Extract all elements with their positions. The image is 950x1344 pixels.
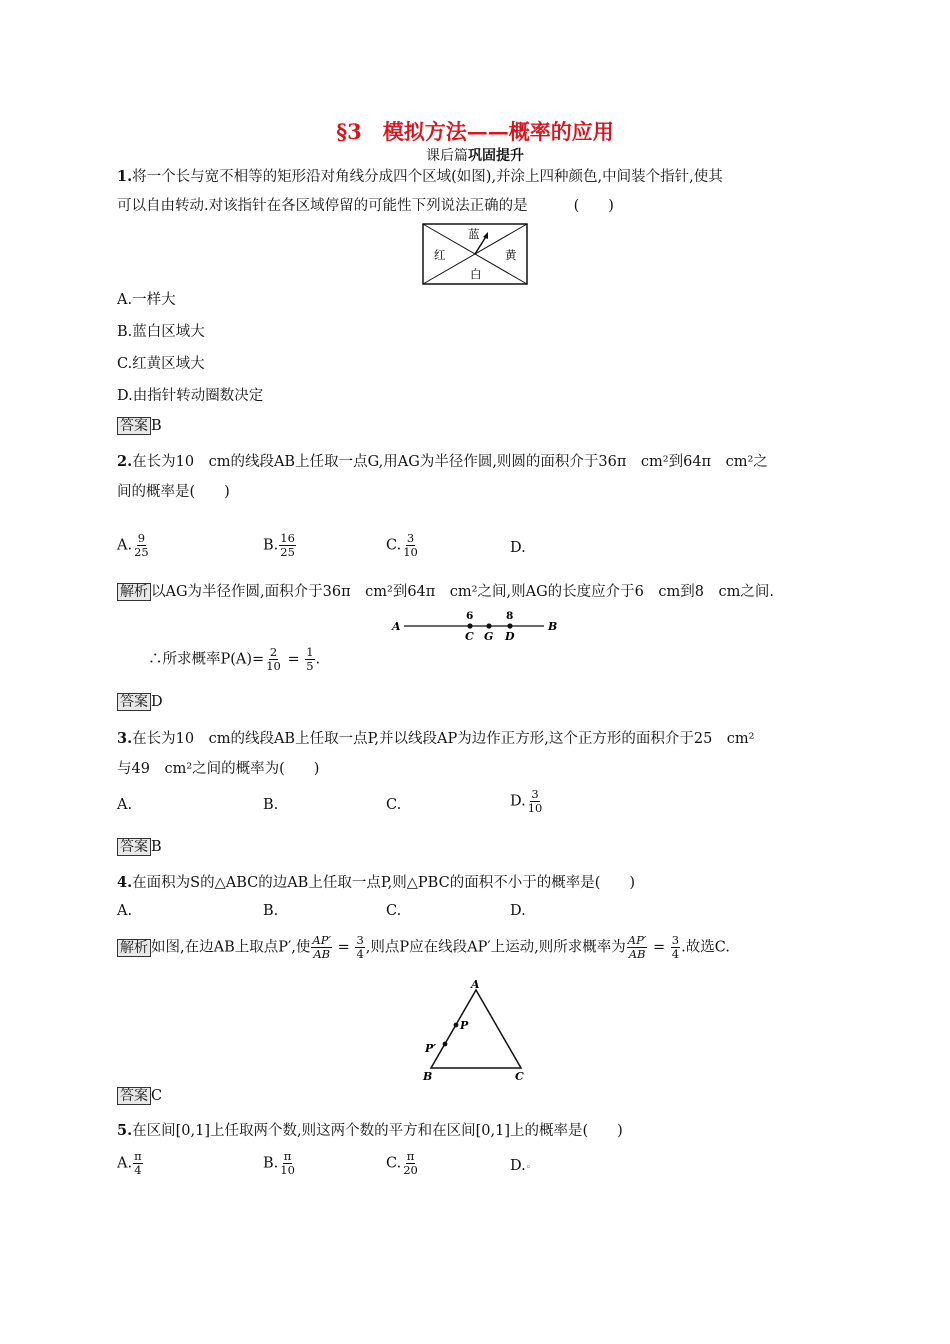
q3-answer: 答案 B	[117, 836, 162, 856]
q1-rectangle-figure	[422, 223, 528, 286]
q1-line2: 可以自由转动.对该指针在各区域停留的可能性下列说法正确的是 ( )	[117, 198, 614, 214]
q1-fig-right: 黄	[505, 248, 517, 262]
q2-fig-g: G	[484, 630, 494, 643]
q3-option-a: A.	[117, 797, 133, 813]
q5-option-c: C. $\frac{\pi}{20}$	[386, 1149, 418, 1177]
q4-triangle-figure	[418, 976, 534, 1084]
q1-option-d: D.由指针转动圈数决定	[117, 388, 264, 404]
q4-option-a: A.	[117, 903, 133, 919]
q4-option-d: D.	[510, 903, 526, 919]
q1-answer: 答案 B	[117, 415, 162, 435]
q1-fig-left: 红	[434, 248, 446, 262]
q2-fig-d: D	[505, 630, 515, 643]
q1-option-b: B.蓝白区域大	[117, 324, 205, 340]
q2-fig-eight: 8	[506, 610, 514, 622]
q2-option-c: C. $\frac{3}{10}$	[386, 531, 418, 559]
q2-fig-a: A	[392, 620, 401, 633]
q3-line2: 与49 cm²之间的概率为( )	[117, 761, 320, 777]
q2-line1: 2.在长为10 cm的线段AB上任取一点G,用AG为半径作圆,则圆的面积介于36π cm²到64π cm²之	[117, 453, 768, 470]
q3-line1: 3.在长为10 cm的线段AB上任取一点P,并以线段AP为边作正方形,这个正方形的面积介于25 cm²	[117, 730, 755, 747]
q4-line1: 4.在面积为S的△ABC的边AB上任取一点P,则△PBC的面积不小于的概率是( )	[117, 874, 636, 891]
q3-option-c: C.	[386, 797, 402, 813]
q5-line1: 5.在区间[0,1]上任取两个数,则这两个数的平方和在区间[0,1]上的概率是( )	[117, 1122, 623, 1139]
q4-fig-p-prime: P′	[425, 1042, 437, 1055]
q2-fig-six: 6	[466, 610, 474, 622]
q4-fig-p: P	[460, 1019, 469, 1032]
q1-option-a: A.一样大	[117, 292, 176, 308]
q2-option-d: D.	[510, 540, 526, 556]
q4-option-c: C.	[386, 903, 402, 919]
page-subtitle: 课后篇巩固提升	[426, 148, 524, 164]
q4-answer: 答案 C	[117, 1085, 162, 1105]
q1-line1: 1.将一个长与宽不相等的矩形沿对角线分成四个区域(如图),并涂上四种颜色,中间装个指针,使其	[117, 168, 723, 185]
q2-analysis: 解析 以AG为半径作圆,面积介于36π cm²到64π cm²之间,则AG的长度应介于6 cm到8 cm之间.	[117, 580, 774, 601]
q4-fig-a: A	[471, 978, 480, 991]
q2-option-b: B. $\frac{16}{25}$	[263, 531, 295, 559]
page-title: §3 模拟方法——概率的应用	[336, 119, 614, 144]
q4-fig-c: C	[515, 1070, 524, 1083]
q2-option-a: A. $\frac{9}{25}$	[117, 531, 149, 559]
q3-option-d: D. $\frac{3}{10}$	[510, 787, 543, 815]
q2-fig-c: C	[465, 630, 474, 643]
q4-fig-b: B	[423, 1070, 433, 1083]
q5-option-a: A. $\frac{\pi}{4}$	[117, 1149, 142, 1177]
q2-answer: 答案 D	[117, 691, 163, 711]
q4-option-b: B.	[263, 903, 279, 919]
q1-option-c: C.红黄区域大	[117, 356, 205, 372]
q5-option-b: B. $\frac{\pi}{10}$	[263, 1149, 295, 1177]
q2-fig-b: B	[548, 620, 558, 633]
q5-option-d: D.◦	[510, 1158, 532, 1174]
q2-segment-figure	[388, 608, 563, 644]
q2-conclusion: ∴所求概率P(A)= $\frac{2}{10}$ = $\frac{1}{5}$ .	[148, 645, 321, 673]
q2-line2: 间的概率是( )	[117, 484, 230, 500]
q1-fig-top: 蓝	[468, 227, 480, 241]
q4-analysis: 解析 如图,在边AB上取点P′,使 $\frac{AP'}{AB}$ = $\frac{3}{4}$ ,则点P应在线段AP′上运动,则所求概率为 $\frac{AP'}{AB}$ = $\frac{3}{4}$ .故选C.	[117, 934, 730, 961]
q1-fig-bottom: 白	[470, 267, 482, 281]
q3-option-b: B.	[263, 797, 279, 813]
